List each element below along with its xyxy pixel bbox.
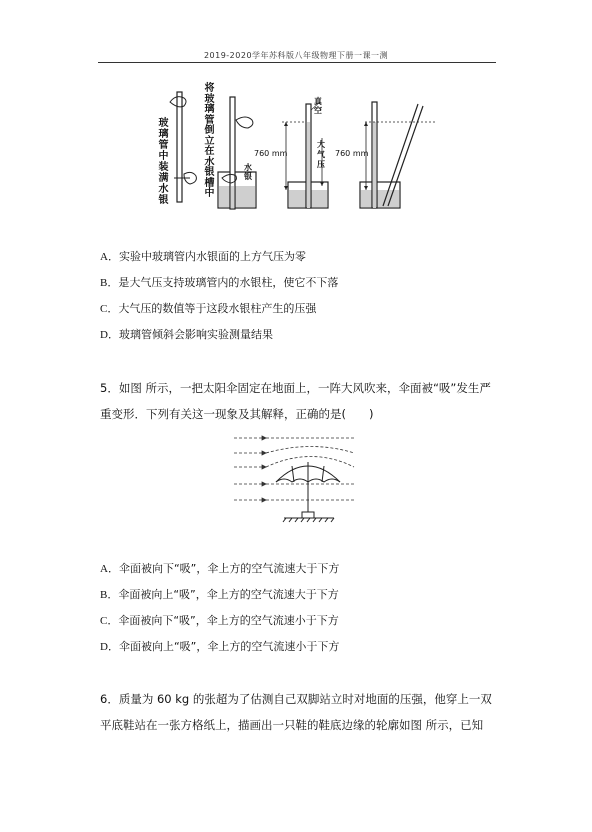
q6-stem-line2: 平底鞋站在一张方格纸上，描画出一只鞋的鞋底边缘的轮廓如图 所示，已知: [100, 718, 484, 732]
q4-option-d: D．玻璃管倾斜会影响实验测量结果: [100, 328, 273, 341]
q5-option-a: A．伞面被向下“吸”，伞上方的空气流速大于下方: [100, 562, 340, 575]
header-divider: [98, 62, 496, 63]
page-header-title: 2019-2020学年苏科版八年级物理下册一课一测: [203, 51, 389, 60]
q5-stem-line1: 5．如图 所示，一把太阳伞固定在地面上，一阵大风吹来，伞面被“吸”发生严: [100, 381, 491, 395]
umbrella-wind-figure: [232, 432, 360, 524]
q5-option-d: D．伞面被向上“吸”，伞上方的空气流速小于下方: [100, 640, 340, 653]
label-fill-tube: 玻璃管中装满水银: [158, 118, 169, 206]
q5-option-b: B．伞面被向上“吸”，伞上方的空气流速大于下方: [100, 588, 339, 601]
stage-tilted-tube: [360, 102, 435, 208]
q4-option-a: A．实验中玻璃管内水银面的上方气压为零: [100, 250, 306, 263]
q6-stem-line1: 6．质量为 60 kg 的张超为了估测自己双脚站立时对地面的压强，他穿上一双: [100, 692, 492, 706]
q5-stem-line2: 重变形．下列有关这一现象及其解释，正确的是( ): [100, 407, 374, 421]
label-760-right: 760 mm: [335, 149, 369, 158]
label-vacuum: 真空: [314, 97, 322, 115]
q4-option-c: C．大气压的数值等于这段水银柱产生的压强: [100, 302, 317, 315]
stage-invert-tube: [218, 97, 256, 209]
label-invert-tube: 将玻璃管倒立在水银槽中: [204, 83, 215, 199]
label-atm: 大气压: [317, 140, 325, 169]
label-mercury: 水银: [244, 163, 252, 181]
label-760-left: 760 mm: [254, 149, 288, 158]
q5-option-c: C．伞面被向下“吸”，伞上方的空气流速小于下方: [100, 614, 339, 627]
stage-fill-tube: [170, 92, 196, 202]
torricelli-experiment-figure: [150, 82, 440, 217]
q4-option-b: B．是大气压支持玻璃管内的水银柱，使它不下落: [100, 276, 339, 289]
